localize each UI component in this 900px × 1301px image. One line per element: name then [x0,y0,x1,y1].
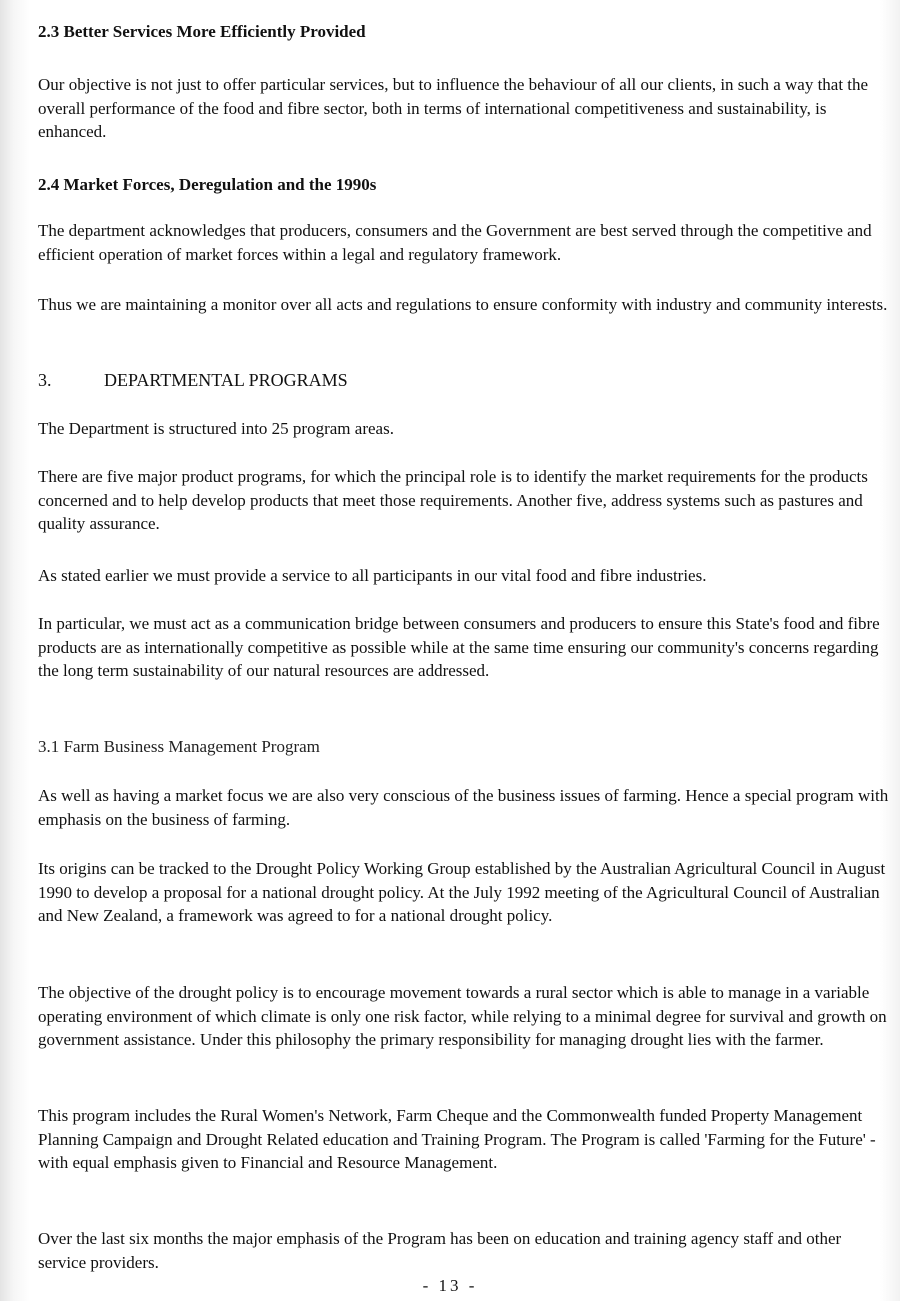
section-3-title: DEPARTMENTAL PROGRAMS [104,370,348,390]
page-number: - 13 - [422,1276,478,1295]
section-3-1-heading: 3.1 Farm Business Management Program [38,737,320,756]
section-3-paragraph-4: In particular, we must act as a communication bridge between consumers and producers to ensure this State's food and fibre products are as internationally competitive as possible while at the same time ensuring our community's concerns regarding the long term sustainability of our natural resources are addressed. [38,614,880,680]
section-2-3-paragraph: Our objective is not just to offer particular services, but to influence the behaviour of all our clients, in such a way that the overall performance of the food and fibre sector, both in terms of international competitiveness and sustainability, is enhanced. [38,75,869,141]
section-3-1-paragraph-2: Its origins can be tracked to the Drought Policy Working Group established by the Australian Agricultural Council in August 1990 to develop a proposal for a national drought policy. At the July 1992 meeting of the Agricultural Council of Australian and New Zealand, a framework was agreed to for a national drought policy. [38,859,886,925]
section-3-1-paragraph-1: As well as having a market focus we are also very conscious of the business issues of farming. Hence a special program with emphasis on the business of farming. [38,786,889,829]
section-3-number: 3. [38,370,52,390]
section-2-4-paragraph-2: Thus we are maintaining a monitor over all acts and regulations to ensure conformity with industry and community interests. [38,295,888,314]
section-3-heading [38,369,890,391]
section-2-3-heading: 2.3 Better Services More Efficiently Provided [38,22,366,41]
section-3-paragraph-2: There are five major product programs, for which the principal role is to identify the market requirements for the products concerned and to help develop products that meet those requirements. Another five, address systems such as pastures and quality assurance. [38,467,868,533]
section-3-paragraph-1: The Department is structured into 25 program areas. [38,419,394,438]
section-3-paragraph-3: As stated earlier we must provide a service to all participants in our vital food and fibre industries. [38,566,707,585]
section-2-4-paragraph-1: The department acknowledges that producers, consumers and the Government are best served through the competitive and efficient operation of market forces within a legal and regulatory framework. [38,221,872,264]
section-3-1-paragraph-5: Over the last six months the major emphasis of the Program has been on education and training agency staff and other service providers. [38,1229,842,1272]
section-2-4-heading: 2.4 Market Forces, Deregulation and the 1990s [38,175,377,194]
section-3-1-paragraph-4: This program includes the Rural Women's Network, Farm Cheque and the Commonwealth funded Property Management Planning Campaign and Drought Related education and Training Program. The Program is called 'Farming for the Future' - with equal emphasis given to Financial and Resource Management. [38,1106,876,1172]
section-3-1-paragraph-3: The objective of the drought policy is to encourage movement towards a rural sector which is able to manage in a variable operating environment of which climate is only one risk factor, while relying to a minimal degree for survival and growth on government assistance. Under this philosophy the primary responsibility for managing drought lies with the farmer. [38,983,887,1049]
